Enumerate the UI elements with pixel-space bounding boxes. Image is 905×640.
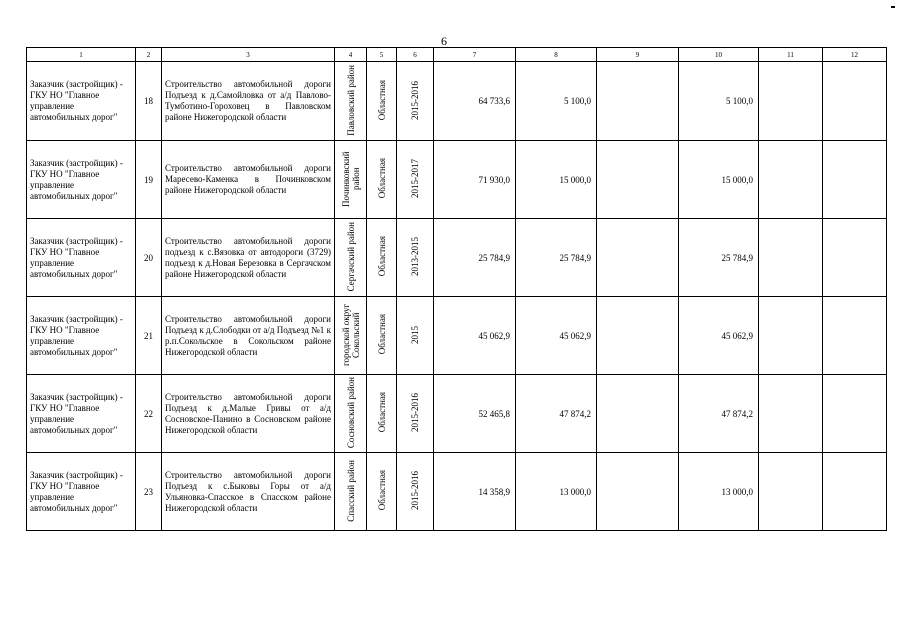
amount-col11 [759,141,823,219]
amount-col10: 15 000,0 [679,141,759,219]
budget-text: Областная [376,392,387,433]
col-header: 5 [367,48,397,62]
customer-cell: Заказчик (застройщик) - ГКУ НО "Главное управление автомобильных дорог" [27,62,136,141]
budget-text: Областная [376,79,387,121]
table-row [27,141,887,219]
district-cell [335,141,367,219]
amount-col8: 13 000,0 [516,453,597,531]
budget-text: Областная [376,470,387,511]
object-name: Строительство автомобильной дороги Подъезд к с.Быковы Горы от а/д Ульяновка-Спасское в Спасском районе Нижегородской области [162,453,335,531]
row-number: 23 [136,453,162,531]
district-text: Починковский район [340,150,361,207]
budget-cell [367,297,397,375]
amount-col10: 5 100,0 [679,62,759,141]
amount-col7: 14 358,9 [434,453,516,531]
period-text: 2015-2016 [410,393,420,432]
budget-cell [367,219,397,297]
amount-col12 [823,297,887,375]
amount-col9 [597,297,679,375]
col-header: 10 [679,48,759,62]
budget-text: Областная [376,158,387,199]
table-row [27,219,887,297]
amount-col12 [823,453,887,531]
period-text: 2015-2016 [410,80,420,120]
amount-col11 [759,375,823,453]
budget-cell [367,141,397,219]
amount-col12 [823,141,887,219]
amount-col9 [597,141,679,219]
col-header: 12 [823,48,887,62]
district-cell [335,453,367,531]
object-name: Строительство автомобильной дороги Подъезд к д.Слободки от а/д Подъезд №1 к р.п.Сокольское в Сокольском районе Нижегородской области [162,297,335,375]
amount-col7: 25 784,9 [434,219,516,297]
object-name: Строительство автомобильной дороги Подъезд к д.Самойловка от а/д Павлово-Тумботино-Гороховец в Павловском районе Нижегородской области [162,62,335,141]
amount-col9 [597,453,679,531]
amount-col12 [823,375,887,453]
row-number: 21 [136,297,162,375]
amount-col11 [759,453,823,531]
table-row [27,62,887,141]
amount-col7: 64 733,6 [434,62,516,141]
district-text: Сергачский район [345,221,356,292]
customer-cell: Заказчик (застройщик) - ГКУ НО "Главное управление автомобильных дорог" [27,141,136,219]
table-row [27,453,887,531]
col-header: 9 [597,48,679,62]
district-text: Павловский район [345,64,356,136]
amount-col8: 5 100,0 [516,62,597,141]
district-text: городской округ Сокольский [340,303,361,366]
amount-col11 [759,219,823,297]
period-cell [397,141,434,219]
row-number: 22 [136,375,162,453]
amount-col11 [759,297,823,375]
amount-col10: 45 062,9 [679,297,759,375]
budget-text: Областная [376,236,387,277]
period-cell [397,219,434,297]
amount-col10: 47 874,2 [679,375,759,453]
period-cell [397,297,434,375]
district-text: Сосновский район [345,376,356,449]
district-text: Спасский район [345,459,356,522]
customer-cell: Заказчик (застройщик) - ГКУ НО "Главное управление автомобильных дорог" [27,375,136,453]
row-number: 18 [136,62,162,141]
period-text: 2015-2017 [410,159,420,198]
object-name: Строительство автомобильной дороги Подъезд к д.Малые Гривы от а/д Сосновское-Панино в Сосновском районе Нижегородской области [162,375,335,453]
amount-col8: 15 000,0 [516,141,597,219]
customer-cell: Заказчик (застройщик) - ГКУ НО "Главное управление автомобильных дорог" [27,453,136,531]
period-cell [397,453,434,531]
budget-cell [367,375,397,453]
period-cell [397,375,434,453]
customer-cell: Заказчик (застройщик) - ГКУ НО "Главное управление автомобильных дорог" [27,297,136,375]
investment-table [26,47,887,531]
amount-col7: 45 062,9 [434,297,516,375]
amount-col7: 71 930,0 [434,141,516,219]
amount-col10: 25 784,9 [679,219,759,297]
amount-col12 [823,62,887,141]
col-header: 3 [162,48,335,62]
amount-col11 [759,62,823,141]
row-number: 20 [136,219,162,297]
period-text: 2013-2015 [410,237,420,276]
amount-col10: 13 000,0 [679,453,759,531]
col-header: 8 [516,48,597,62]
col-header: 6 [397,48,434,62]
page-number: 6 [441,34,447,48]
amount-col9 [597,62,679,141]
table-row [27,375,887,453]
column-number-row [27,48,887,62]
period-cell [397,62,434,141]
period-text: 2015 [410,325,420,344]
object-name: Строительство автомобильной дороги подъезд к с.Вязовка от автодороги (3729) подъезд к д.Новая Березовка в Сергачском районе Нижегородской области [162,219,335,297]
object-name: Строительство автомобильной дороги Маресево-Каменка в Починковском районе Нижегородской области [162,141,335,219]
row-number: 19 [136,141,162,219]
budget-text: Областная [376,314,387,355]
scan-mark [891,6,895,8]
amount-col9 [597,375,679,453]
col-header: 4 [335,48,367,62]
district-cell [335,375,367,453]
district-cell [335,297,367,375]
col-header: 11 [759,48,823,62]
customer-cell: Заказчик (застройщик) - ГКУ НО "Главное управление автомобильных дорог" [27,219,136,297]
col-header: 7 [434,48,516,62]
table-row [27,297,887,375]
col-header: 1 [27,48,136,62]
district-cell [335,62,367,141]
amount-col9 [597,219,679,297]
amount-col8: 45 062,9 [516,297,597,375]
amount-col8: 25 784,9 [516,219,597,297]
amount-col8: 47 874,2 [516,375,597,453]
budget-cell [367,62,397,141]
col-header: 2 [136,48,162,62]
amount-col12 [823,219,887,297]
amount-col7: 52 465,8 [434,375,516,453]
budget-cell [367,453,397,531]
district-cell [335,219,367,297]
period-text: 2015-2016 [410,471,420,510]
